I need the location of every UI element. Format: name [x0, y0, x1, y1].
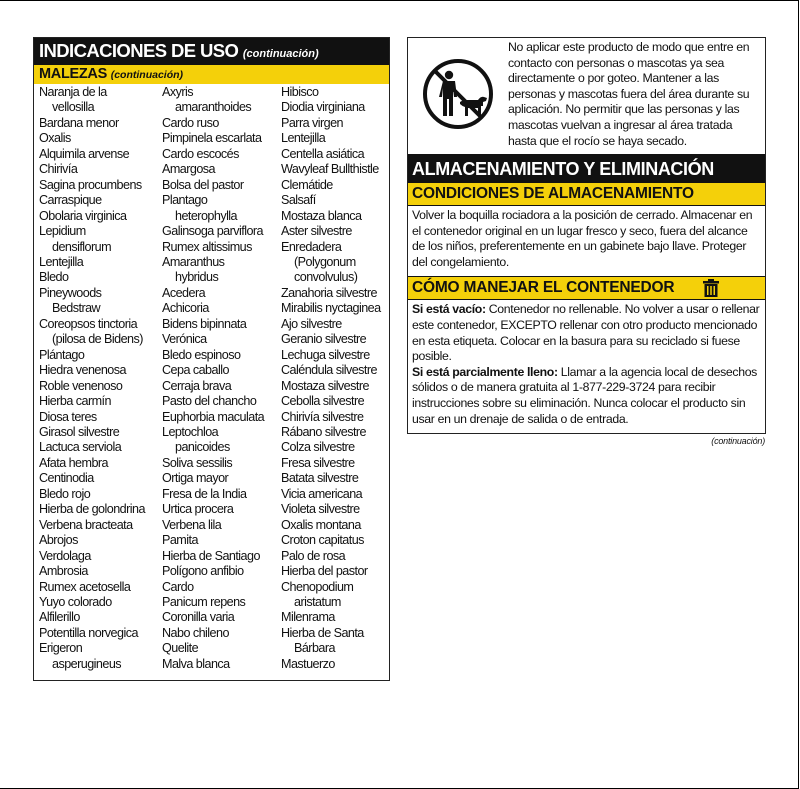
weed-item: Mostaza silvestre [281, 378, 369, 393]
weed-item: Hibisco [281, 85, 319, 99]
weed-item: Chenopodium [281, 579, 354, 594]
weed-item: Diodia virginiana [281, 100, 365, 115]
weed-item: Erigeron [39, 641, 83, 656]
weed-item: Ambrosia [39, 564, 88, 579]
weed-item: Plántago [39, 347, 85, 362]
weed-item: Yuyo colorado [39, 594, 112, 609]
weed-item: hybridus [175, 270, 219, 285]
container-handling-header [408, 276, 765, 300]
weed-item: Oxalis montana [281, 517, 361, 532]
usage-directions-panel [33, 37, 390, 681]
weed-item: Pasto del chancho [162, 394, 257, 409]
weed-item: convolvulus) [294, 270, 358, 285]
weed-item: Mirabilis nyctaginea [281, 301, 381, 316]
weed-item: Cardo escocés [162, 146, 239, 161]
weed-item: Lechuga silvestre [281, 347, 370, 362]
weed-item: Alquimila arvense [39, 146, 130, 161]
weed-item: Cardo ruso [162, 115, 219, 130]
empty-text: Contenedor no rellenable. No volver a usar o rellenar este contenedor, EXCEPTO rellenar con otro producto mencionado en esta etiqueta. Colocar en la basura para su reciclado si fuese posible. [412, 302, 760, 364]
continuation-note: (continuación) [711, 436, 765, 446]
weed-item: (pilosa de Bidens) [52, 332, 143, 347]
weed-item: Pamita [162, 533, 198, 548]
weed-item: aristatum [294, 594, 341, 609]
weed-item: Abrojos [39, 533, 78, 548]
partial-label: Si está parcialmente lleno: [412, 364, 558, 379]
weed-item: Leptochloa [162, 424, 219, 439]
weed-item: Quelite [162, 641, 199, 656]
warning-text: No aplicar este producto de modo que entre en contacto con personas o mascotas ya sea directamente o por goteo. Mantener a las personas y mascotas fuera del área durante su aplicación. No permitir que las personas y las mascotas vuelvan a ingresar al área tratada hasta que el rocío se haya secado. [508, 40, 750, 148]
weed-item: Aster silvestre [281, 224, 352, 239]
weed-item: Wavyleaf Bullthistle [281, 162, 379, 177]
weed-item: Plantago [162, 193, 208, 208]
weed-item: Bidens bipinnata [162, 316, 247, 331]
weed-item: Pineywoods [39, 285, 102, 300]
weed-item: Vicia americana [281, 486, 363, 501]
weed-item: Bledo rojo [39, 486, 91, 501]
weed-item: Mostaza blanca [281, 208, 362, 223]
storage-conditions-text: Volver la boquilla rociadora a la posición de cerrado. Almacenar en el contenedor original en un lugar fresco y seco, fuera del alcance de los niños, preferentemente en un gabinete bajo llave. Proteger del congelamiento. [412, 208, 753, 269]
weed-item: Hierba de Santa [281, 625, 364, 640]
weed-item: Roble venenoso [39, 378, 123, 393]
weed-item: Naranja de la [39, 85, 107, 99]
weed-item: Fresa silvestre [281, 455, 355, 470]
weed-item: Galinsoga parviflora [162, 224, 264, 239]
weed-item: Obolaria virginica [39, 208, 127, 223]
weed-item: Salsafí [281, 193, 316, 208]
weed-item: Rumex acetosella [39, 579, 131, 594]
weed-item: asperugineus [52, 656, 122, 671]
weed-item: Lentejilla [39, 254, 84, 269]
weed-item: Mastuerzo [281, 656, 335, 671]
weed-item: Girasol silvestre [39, 424, 120, 439]
weed-item: Enredadera [281, 239, 342, 254]
weed-item: Acedera [162, 285, 206, 300]
weed-item: densiflorum [52, 239, 112, 254]
weed-item: Verdolaga [39, 548, 91, 563]
weed-item: Cebolla silvestre [281, 394, 365, 409]
weed-item: Bárbara [294, 641, 335, 656]
weed-item: Lentejilla [281, 131, 326, 146]
weed-item: Hiedra venenosa [39, 363, 126, 378]
container-instructions [408, 300, 765, 431]
weed-item: Coronilla varia [162, 610, 235, 625]
no-people-pets-icon [422, 58, 494, 130]
weed-item: Fresa de la India [162, 486, 247, 501]
weed-item: Violeta silvestre [281, 502, 360, 517]
weed-item: Sagina procumbens [39, 177, 142, 192]
weed-item: Chirivía silvestre [281, 409, 364, 424]
partial-text: Llamar a la agencia local de desechos sólidos o de manera gratuita al 1-877-229-3724 para recibir instrucciones sobre su eliminación. Nunca colocar el producto sin usar en un drenaje de salida o de entrada. [412, 364, 757, 426]
weed-item: Euphorbia maculata [162, 409, 265, 424]
weed-item: Palo de rosa [281, 548, 346, 563]
usage-directions-title: INDICACIONES DE USO [39, 40, 239, 61]
weed-item: Cardo [162, 579, 194, 594]
empty-label: Si está vacío: [412, 302, 486, 317]
weed-item: panicoides [175, 440, 230, 455]
weed-item: Lepidium [39, 224, 86, 239]
weed-item: Verónica [162, 332, 207, 347]
weed-item: Bedstraw [52, 301, 101, 316]
weeds-column-2 [162, 85, 264, 672]
weed-item: Lactuca serviola [39, 440, 122, 455]
weed-item: Rumex altissimus [162, 239, 252, 254]
warning-box [408, 38, 765, 156]
storage-disposal-panel [407, 37, 766, 434]
weed-item: Geranio silvestre [281, 332, 367, 347]
weed-item: Rábano silvestre [281, 424, 367, 439]
weed-item: Alfilerillo [39, 610, 80, 625]
weed-item: Afata hembra [39, 455, 109, 470]
weeds-header [34, 64, 389, 84]
weed-item: Hierba de golondrina [39, 502, 145, 517]
weed-item: Polígono anfibio [162, 564, 244, 579]
weed-item: Pimpinela escarlata [162, 131, 262, 146]
weed-item: Bardana menor [39, 115, 119, 130]
weed-item: Centella asiática [281, 146, 365, 161]
weed-item: Hierba del pastor [281, 564, 368, 579]
weed-item: Ajo silvestre [281, 316, 342, 331]
container-handling-title: CÓMO MANEJAR EL CONTENEDOR [412, 279, 675, 297]
weed-item: Hierba carmín [39, 394, 111, 409]
weed-item: Bledo espinoso [162, 347, 241, 362]
usage-directions-header [34, 38, 389, 64]
weed-item: Bolsa del pastor [162, 177, 244, 192]
weeds-list [34, 84, 389, 679]
weed-item: Verbena lila [162, 517, 222, 532]
weed-item: Croton capitatus [281, 533, 364, 548]
weeds-title: MALEZAS [39, 66, 107, 82]
weed-item: Verbena bracteata [39, 517, 133, 532]
weed-item: Zanahoria silvestre [281, 285, 377, 300]
usage-directions-subtitle: (continuación) [242, 48, 319, 60]
weed-item: vellosilla [52, 100, 95, 115]
weed-item: Caléndula silvestre [281, 363, 377, 378]
weed-item: Coreopsos tinctoria [39, 316, 138, 331]
weed-item: Achicoria [162, 301, 209, 316]
weed-item: Malva blanca [162, 656, 230, 671]
weed-item: Ortiga mayor [162, 471, 229, 486]
weed-item: Parra virgen [281, 115, 343, 130]
weeds-column-3 [281, 85, 381, 672]
weed-item: Batata silvestre [281, 471, 359, 486]
weed-item: Carraspique [39, 193, 102, 208]
weed-item: Bledo [39, 270, 69, 285]
weed-item: Centinodia [39, 471, 94, 486]
weed-item: (Polygonum [294, 254, 356, 269]
weed-item: Diosa teres [39, 409, 97, 424]
weed-item: Amargosa [162, 162, 215, 177]
weed-item: heterophylla [175, 208, 238, 223]
weed-item: Panicum repens [162, 594, 246, 609]
weed-item: Nabo chileno [162, 625, 229, 640]
weed-item: Oxalis [39, 131, 71, 146]
weed-item: Cerraja brava [162, 378, 232, 393]
storage-disposal-title: ALMACENAMIENTO Y ELIMINACIÓN [408, 156, 765, 182]
weed-item: Potentilla norvegica [39, 625, 138, 640]
weed-item: Axyris [162, 85, 193, 99]
weed-item: amaranthoides [175, 100, 252, 115]
trash-can-icon [703, 279, 719, 297]
weed-item: Cepa caballo [162, 363, 229, 378]
storage-conditions-title: CONDICIONES DE ALMACENAMIENTO [408, 182, 765, 206]
weed-item: Chirivía [39, 162, 78, 177]
weeds-column-1 [39, 85, 145, 672]
weed-item: Amaranthus [162, 254, 225, 269]
weed-item: Clemátide [281, 177, 333, 192]
weed-item: Urtica procera [162, 502, 234, 517]
weed-item: Hierba de Santiago [162, 548, 260, 563]
weed-item: Milenrama [281, 610, 335, 625]
weed-item: Colza silvestre [281, 440, 355, 455]
weeds-subtitle: (continuación) [110, 69, 184, 81]
weed-item: Soliva sessilis [162, 455, 233, 470]
